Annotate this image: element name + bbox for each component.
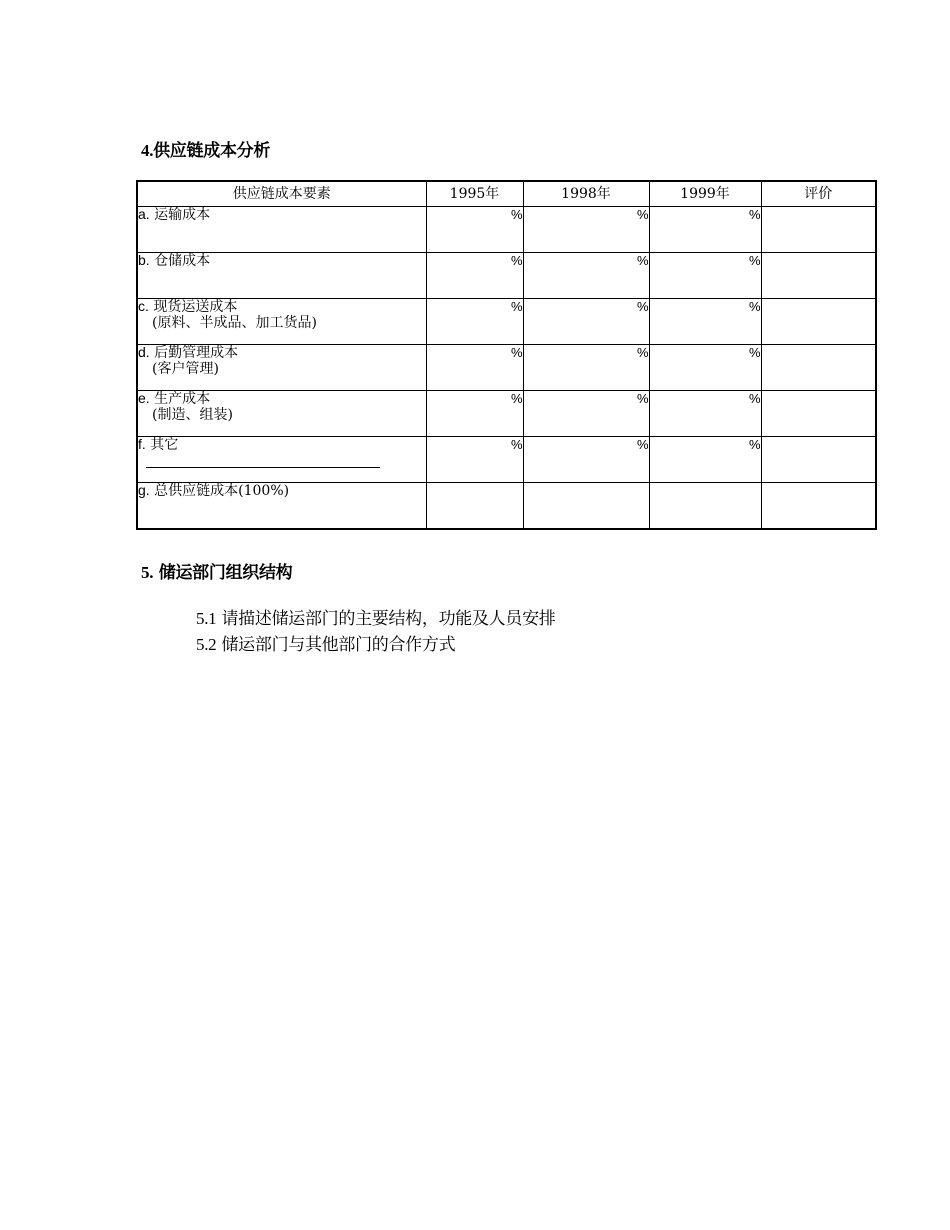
- pct-1995[interactable]: %: [426, 437, 523, 483]
- section-5-title: 储运部门组织结构: [158, 563, 293, 583]
- evaluation-cell[interactable]: [761, 345, 876, 391]
- row-label-cell: [137, 299, 426, 345]
- row-label: 生产成本: [154, 391, 211, 407]
- row-sublabel: (制造、组装): [152, 407, 233, 423]
- header-1995: 1995年: [426, 181, 523, 207]
- row-label: 总供应链成本(100%): [154, 483, 290, 499]
- pct-1998[interactable]: [523, 483, 649, 529]
- item-number: 5.2: [196, 635, 217, 654]
- evaluation-cell[interactable]: [761, 437, 876, 483]
- pct-1999[interactable]: %: [649, 437, 761, 483]
- header-1999: 1999年: [649, 181, 761, 207]
- table-row: [137, 483, 876, 529]
- item-text: 请描述储运部门的主要结构，功能及人员安排: [221, 609, 556, 629]
- header-evaluation: 评价: [761, 181, 876, 207]
- row-sublabel: (客户管理): [152, 361, 219, 377]
- pct-1998[interactable]: %: [523, 207, 649, 253]
- section-5-number: 5.: [141, 563, 154, 582]
- table-row: [137, 207, 876, 253]
- pct-1998[interactable]: %: [523, 253, 649, 299]
- pct-1995[interactable]: %: [426, 253, 523, 299]
- table-row: [137, 437, 876, 483]
- pct-1999[interactable]: %: [649, 391, 761, 437]
- item-5-1: [196, 604, 555, 629]
- row-label: 其它: [150, 437, 179, 453]
- row-label-cell: [137, 345, 426, 391]
- supply-chain-cost-table: [136, 180, 877, 530]
- evaluation-cell[interactable]: [761, 391, 876, 437]
- row-label: 后勤管理成本: [154, 345, 239, 361]
- pct-1999[interactable]: %: [649, 299, 761, 345]
- evaluation-cell[interactable]: [761, 253, 876, 299]
- table-row: [137, 253, 876, 299]
- pct-1999[interactable]: [649, 483, 761, 529]
- row-label: 现货运送成本: [153, 299, 238, 315]
- row-label-cell: [137, 207, 426, 253]
- row-letter: b.: [138, 252, 150, 268]
- item-text: 储运部门与其他部门的合作方式: [221, 635, 456, 655]
- table-header-row: [137, 181, 876, 207]
- section-4-heading: [141, 136, 270, 161]
- table-row: [137, 391, 876, 437]
- row-sublabel: (原料、半成品、加工货品): [152, 315, 317, 331]
- pct-1995[interactable]: %: [426, 207, 523, 253]
- row-label-cell: [137, 391, 426, 437]
- row-label: 仓储成本: [154, 253, 211, 269]
- row-letter: d.: [138, 344, 150, 360]
- evaluation-cell[interactable]: [761, 299, 876, 345]
- fill-in-blank-line[interactable]: [146, 467, 380, 468]
- pct-1995[interactable]: %: [426, 345, 523, 391]
- pct-1999[interactable]: %: [649, 345, 761, 391]
- row-label-cell: [137, 483, 426, 529]
- pct-1995[interactable]: [426, 483, 523, 529]
- item-5-2: [196, 630, 455, 655]
- row-letter: g.: [138, 482, 150, 498]
- section-5-heading: [141, 558, 292, 583]
- pct-1999[interactable]: %: [649, 207, 761, 253]
- section-4-title: 供应链成本分析: [153, 141, 271, 161]
- row-label: 运输成本: [154, 207, 211, 223]
- row-label-cell: [137, 253, 426, 299]
- table-row: [137, 299, 876, 345]
- pct-1995[interactable]: %: [426, 391, 523, 437]
- pct-1998[interactable]: %: [523, 437, 649, 483]
- row-letter: e.: [138, 390, 150, 406]
- header-1998: 1998年: [523, 181, 649, 207]
- row-label-cell: [137, 437, 426, 483]
- row-letter: a.: [138, 206, 150, 222]
- pct-1995[interactable]: %: [426, 299, 523, 345]
- pct-1999[interactable]: %: [649, 253, 761, 299]
- item-number: 5.1: [196, 609, 217, 628]
- pct-1998[interactable]: %: [523, 299, 649, 345]
- section-4-number: 4.: [141, 141, 154, 160]
- evaluation-cell[interactable]: [761, 207, 876, 253]
- row-letter: c.: [138, 298, 149, 314]
- table-row: [137, 345, 876, 391]
- row-letter: f.: [138, 436, 146, 452]
- header-cost-element: 供应链成本要素: [137, 181, 426, 207]
- pct-1998[interactable]: %: [523, 345, 649, 391]
- pct-1998[interactable]: %: [523, 391, 649, 437]
- evaluation-cell[interactable]: [761, 483, 876, 529]
